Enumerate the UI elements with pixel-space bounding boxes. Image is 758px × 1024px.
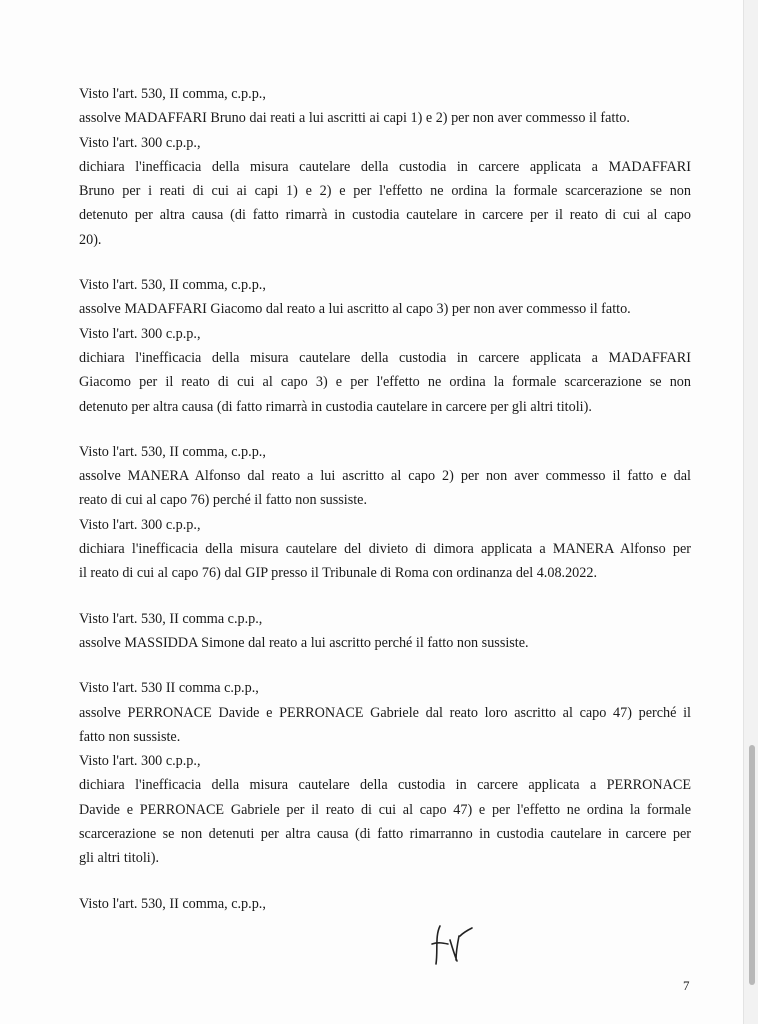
text-line: dichiara l'inefficacia della misura cautelare del divieto di dimora applicata a MANERA Alfonso per: [79, 541, 691, 558]
text-line: 20).: [79, 231, 102, 248]
text-line: Visto l'art. 530, II comma, c.p.p.,: [79, 277, 266, 294]
text-line: Giacomo per il reato di cui al capo 3) e per l'effetto ne ordina la formale scarcerazione se non: [79, 374, 691, 391]
vertical-scrollbar[interactable]: [743, 0, 758, 1024]
text-line: detenuto per altra causa (di fatto rimarrà in custodia cautelare in carcere per gli altri titoli).: [79, 398, 592, 415]
text-line: Visto l'art. 530 II comma c.p.p.,: [79, 680, 259, 697]
text-line: dichiara l'inefficacia della misura cautelare della custodia in carcere applicata a MADAFFARI: [79, 158, 691, 175]
text-line: Davide e PERRONACE Gabriele per il reato di cui al capo 47) e per l'effetto ne ordina la formale: [79, 801, 691, 818]
handwritten-signature: [426, 922, 474, 968]
text-line: assolve MANERA Alfonso dal reato a lui ascritto al capo 2) per non aver commesso il fatto e dal: [79, 468, 691, 485]
text-line: assolve MASSIDDA Simone dal reato a lui ascritto perché il fatto non sussiste.: [79, 634, 529, 651]
text-line: Visto l'art. 300 c.p.p.,: [79, 516, 201, 533]
paragraph-perronace: [79, 676, 691, 870]
text-line: reato di cui al capo 76) perché il fatto non sussiste.: [79, 492, 367, 509]
scrollbar-thumb[interactable]: [749, 745, 755, 985]
text-line: Visto l'art. 530, II comma, c.p.p.,: [79, 895, 266, 912]
text-line: assolve MADAFFARI Giacomo dal reato a lui ascritto al capo 3) per non aver commesso il fatto.: [79, 301, 631, 318]
text-line: Visto l'art. 530, II comma, c.p.p.,: [79, 443, 266, 460]
text-line: Visto l'art. 300 c.p.p.,: [79, 134, 201, 151]
text-line: Visto l'art. 300 c.p.p.,: [79, 753, 201, 770]
text-line: assolve PERRONACE Davide e PERRONACE Gabriele dal reato loro ascritto al capo 47) perché il: [79, 704, 691, 721]
paragraph-manera-alfonso: [79, 440, 691, 586]
text-line: Visto l'art. 530, II comma, c.p.p.,: [79, 86, 266, 102]
text-line: dichiara l'inefficacia della misura cautelare della custodia in carcere applicata a MADAFFARI: [79, 349, 691, 366]
page-number: 7: [683, 978, 690, 993]
text-line: detenuto per altra causa (di fatto rimarrà in custodia cautelare in carcere per il reato di cui al capo: [79, 207, 691, 224]
text-line: Visto l'art. 530, II comma c.p.p.,: [79, 610, 263, 627]
text-line: fatto non sussiste.: [79, 728, 181, 745]
text-line: Visto l'art. 300 c.p.p.,: [79, 325, 201, 342]
text-line: scarcerazione se non detenuti per altra causa (di fatto rimarranno in custodia cautelare in carcere per: [79, 826, 691, 843]
paragraph-madaffari-bruno: [79, 82, 691, 252]
paragraph-massidda-simone: [79, 607, 691, 656]
text-line: assolve MADAFFARI Bruno dai reati a lui ascritti ai capi 1) e 2) per non aver commesso il fatto.: [79, 110, 630, 127]
text-line: gli altri titoli).: [79, 850, 159, 867]
text-line: Bruno per i reati di cui ai capi 1) e 2) e per l'effetto ne ordina la formale scarcerazione se non: [79, 183, 691, 200]
text-line: il reato di cui al capo 76) dal GIP presso il Tribunale di Roma con ordinanza del 4.08.2022.: [79, 565, 598, 582]
text-line: dichiara l'inefficacia della misura cautelare della custodia in carcere applicata a PERRONACE: [79, 777, 691, 794]
paragraph-madaffari-giacomo: [79, 273, 691, 419]
paragraph-closing: [79, 892, 691, 916]
document-body: [79, 82, 691, 937]
